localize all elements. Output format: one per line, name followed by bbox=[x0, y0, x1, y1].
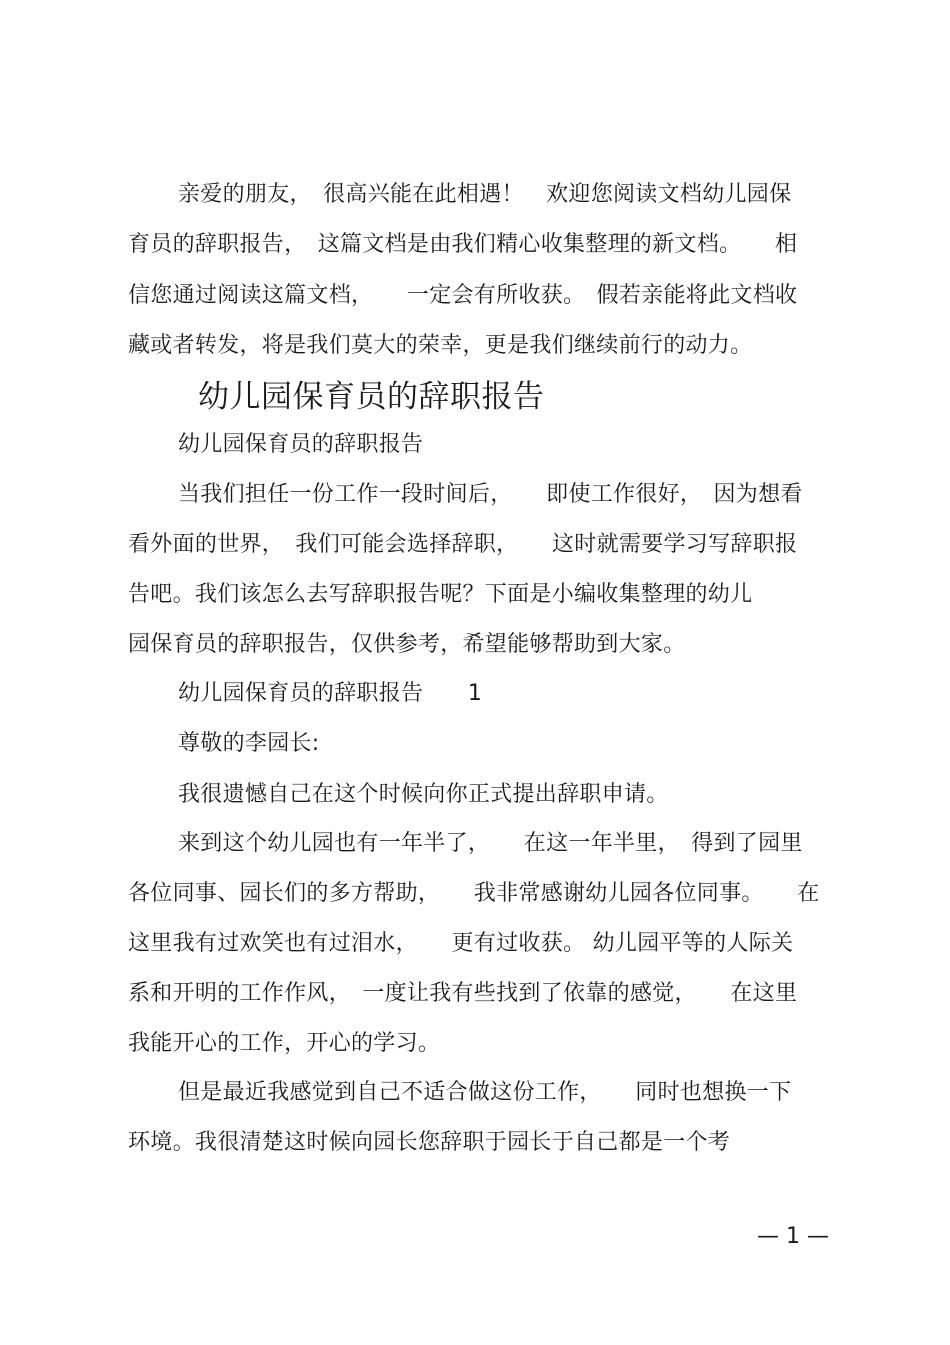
preface-line: 当我们担任一份工作一段时间后， 即使工作很好， 因为想看 bbox=[178, 482, 803, 507]
intro-line: 育员的辞职报告， 这篇文档是由我们精心收集整理的新文档。 相 bbox=[128, 232, 798, 257]
paragraph-line: 各位同事、园长们的多方帮助， 我非常感谢幼儿园各位同事。 在 bbox=[128, 881, 820, 906]
section-heading: 幼儿园保育员的辞职报告 1 bbox=[178, 681, 483, 706]
preface-line: 告吧。我们该怎么去写辞职报告呢？下面是小编收集整理的幼儿 bbox=[128, 582, 753, 607]
salutation: 尊敬的李园长: bbox=[178, 731, 320, 756]
intro-line: 信您通过阅读这篇文档， 一定会有所收获。 假若亲能将此文档收 bbox=[128, 283, 798, 308]
paragraph-line: 但是最近我感觉到自己不适合做这份工作， 同时也想换一下 bbox=[178, 1080, 792, 1105]
preface-line: 园保育员的辞职报告，仅供参考，希望能够帮助到大家。 bbox=[128, 632, 686, 657]
paragraph-line: 来到这个幼儿园也有一年半了， 在这一年半里， 得到了园里 bbox=[178, 831, 803, 856]
paragraph-line: 这里我有过欢笑也有过泪水， 更有过收获。 幼儿园平等的人际关 bbox=[128, 931, 794, 956]
document-subtitle: 幼儿园保育员的辞职报告 bbox=[178, 432, 424, 457]
paragraph-line: 我很遗憾自己在这个时候向你正式提出辞职申请。 bbox=[178, 782, 669, 807]
paragraph-line: 我能开心的工作，开心的学习。 bbox=[128, 1031, 441, 1056]
page-number: — 1 — bbox=[757, 1224, 829, 1249]
paragraph-line: 环境。我很清楚这时候向园长您辞职于园长于自己都是一个考 bbox=[128, 1130, 731, 1155]
preface-line: 看外面的世界， 我们可能会选择辞职， 这时就需要学习写辞职报 bbox=[128, 532, 798, 557]
intro-line: 藏或者转发，将是我们莫大的荣幸，更是我们继续前行的动力。 bbox=[128, 333, 753, 358]
paragraph-line: 系和开明的工作作风， 一度让我有些找到了依靠的感觉， 在这里 bbox=[128, 981, 798, 1006]
document-title: 幼儿园保育员的辞职报告 bbox=[198, 379, 545, 415]
intro-line: 亲爱的朋友， 很高兴能在此相遇！ 欢迎您阅读文档幼儿园保 bbox=[178, 182, 792, 207]
